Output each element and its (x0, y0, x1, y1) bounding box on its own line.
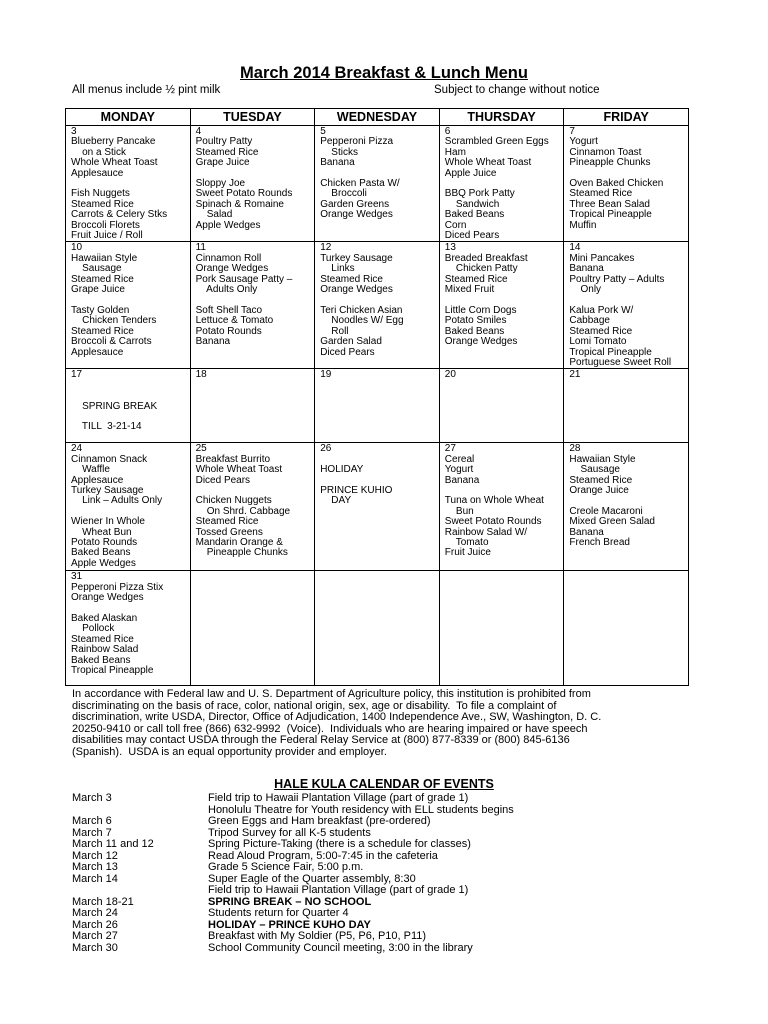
day-cell: 11 Cinnamon Roll Orange Wedges Pork Sausage Patty – Adults Only Soft Shell Taco Lettuce & Tomato Potato Rounds Banana (190, 242, 315, 369)
day-cell: 21 (564, 369, 689, 443)
event-desc: Field trip to Hawaii Plantation Village (part of grade 1) (208, 884, 469, 896)
day-cell: 5 Pepperoni Pizza Sticks Banana Chicken Pasta W/ Broccoli Garden Greens Orange Wedges (315, 126, 440, 242)
day-cell (564, 571, 689, 686)
header-wednesday: WEDNESDAY (315, 109, 440, 126)
event-date: March 14 (72, 872, 118, 885)
event-desc: Read Aloud Program, 5:00-7:45 in the cafeteria (208, 849, 438, 862)
event-date (72, 885, 208, 897)
event-row (72, 851, 712, 863)
event-date: March 7 (72, 826, 112, 839)
day-cell: 20 (439, 369, 564, 443)
day-cell: 10 Hawaiian Style Sausage Steamed Rice Grape Juice Tasty Golden Chicken Tenders Steamed Rice Broccoli & Carrots Applesauce (66, 242, 191, 369)
event-date: March 11 and 12 (72, 838, 154, 850)
day-cell: 19 (315, 369, 440, 443)
day-cell: 28 Hawaiian Style Sausage Steamed Rice Orange Juice Creole Macaroni Mixed Green Salad Banana French Bread (564, 443, 689, 571)
event-row (72, 897, 712, 909)
usda-disclaimer: In accordance with Federal law and U. S. Department of Agriculture policy, this institution is prohibited from discriminating on the basis of race, color, national origin, sex, age or disability. To file a complaint of discrimination, write USDA, Director, Office of Adjudication, 1400 Independence Ave., SW, Washington, D. C. 20250-9410 or call toll free (866) 632-9992 (Voice). Individuals who are hearing impaired or have speech disabilities may contact USDA through the Federal Relay Service at (800) 877-8339 or (800) 845-6136 (Spanish). USDA is an equal opportunity provider and employer. (72, 688, 602, 758)
day-cell: 14 Mini Pancakes Banana Poultry Patty – Adults Only Kalua Pork W/ Cabbage Steamed Rice Lomi Tomato Tropical Pineapple Portuguese Sweet Roll (564, 242, 689, 369)
event-desc: Breakfast with My Soldier (P5, P6, P10, P11) (208, 930, 427, 942)
event-row (72, 885, 712, 897)
change-notice: Subject to change without notice (434, 84, 600, 96)
day-cell: 7 Yogurt Cinnamon Toast Pineapple Chunks Oven Baked Chicken Steamed Rice Three Bean Salad Tropical Pineapple Muffin (564, 126, 689, 242)
event-desc: Green Eggs and Ham breakfast (pre-ordered) (208, 815, 431, 827)
event-desc: HOLIDAY – PRINCE KUHO DAY (208, 918, 371, 931)
events-title: HALE KULA CALENDAR OF EVENTS (274, 777, 494, 791)
event-date: March 24 (72, 907, 118, 919)
header-monday: MONDAY (66, 109, 191, 126)
day-cell: 13 Breaded Breakfast Chicken Patty Steamed Rice Mixed Fruit Little Corn Dogs Potato Smiles Baked Beans Orange Wedges (439, 242, 564, 369)
event-desc: Grade 5 Science Fair, 5:00 p.m. (208, 861, 364, 873)
week-row (66, 369, 689, 443)
event-desc: SPRING BREAK – NO SCHOOL (208, 895, 372, 908)
day-cell: 24 Cinnamon Snack Waffle Applesauce Turkey Sausage Link – Adults Only Wiener In Whole Wheat Bun Potato Rounds Baked Beans Apple Wedges (66, 443, 191, 571)
event-desc: Tripod Survey for all K-5 students (208, 826, 371, 839)
day-cell: 4 Poultry Patty Steamed Rice Grape Juice Sloppy Joe Sweet Potato Rounds Spinach & Romaine Salad Apple Wedges (190, 126, 315, 242)
week-row (66, 126, 689, 242)
day-cell: 27 Cereal Yogurt Banana Tuna on Whole Wheat Bun Sweet Potato Rounds Rainbow Salad W/ Tomato Fruit Juice (439, 443, 564, 571)
day-cell: 18 (190, 369, 315, 443)
event-date: March 27 (72, 930, 118, 942)
event-date: March 18-21 (72, 895, 134, 908)
event-desc: Honolulu Theatre for Youth residency with ELL students begins (208, 803, 514, 816)
event-date: March 30 (72, 941, 118, 954)
day-cell: 31 Pepperoni Pizza Stix Orange Wedges Baked Alaskan Pollock Steamed Rice Rainbow Salad Baked Beans Tropical Pineapple (66, 571, 191, 686)
week-row (66, 571, 689, 686)
day-cell (315, 571, 440, 686)
weekday-header-row (66, 109, 689, 126)
menu-table (65, 108, 689, 686)
event-desc: Super Eagle of the Quarter assembly, 8:30 (208, 872, 416, 885)
week-row (66, 443, 689, 571)
events-list (72, 793, 712, 954)
event-desc: Students return for Quarter 4 (208, 907, 349, 919)
header-friday: FRIDAY (564, 109, 689, 126)
day-cell: 3 Blueberry Pancake on a Stick Whole Wheat Toast Applesauce Fish Nuggets Steamed Rice Carrots & Celery Stks Broccoli Florets Fruit Juice / Roll (66, 126, 191, 242)
event-desc: School Community Council meeting, 3:00 in the library (208, 941, 473, 954)
event-row (72, 793, 712, 805)
event-desc: Field trip to Hawaii Plantation Village (part of grade 1) (208, 792, 469, 804)
event-date: March 6 (72, 815, 112, 827)
day-cell: 12 Turkey Sausage Links Steamed Rice Orange Wedges Teri Chicken Asian Noodles W/ Egg Roll Garden Salad Diced Pears (315, 242, 440, 369)
day-cell (439, 571, 564, 686)
header-thursday: THURSDAY (439, 109, 564, 126)
event-row (72, 839, 712, 851)
milk-note: All menus include ½ pint milk (72, 84, 221, 96)
day-cell: 25 Breakfast Burrito Whole Wheat Toast Diced Pears Chicken Nuggets On Shrd. Cabbage Steamed Rice Tossed Greens Mandarin Orange & Pineapple Chunks (190, 443, 315, 571)
event-date: March 12 (72, 849, 118, 862)
event-row (72, 943, 712, 955)
day-cell (190, 571, 315, 686)
event-date: March 26 (72, 918, 118, 931)
event-row (72, 816, 712, 828)
event-date: March 3 (72, 792, 112, 804)
event-date: March 13 (72, 861, 118, 873)
event-row (72, 908, 712, 920)
day-cell: 17 SPRING BREAK TILL 3-21-14 (66, 369, 191, 443)
page-title: March 2014 Breakfast & Lunch Menu (240, 64, 528, 82)
header-tuesday: TUESDAY (190, 109, 315, 126)
day-cell: 6 Scrambled Green Eggs Ham Whole Wheat Toast Apple Juice BBQ Pork Patty Sandwich Baked Beans Corn Diced Pears (439, 126, 564, 242)
week-row (66, 242, 689, 369)
event-desc: Spring Picture-Taking (there is a schedule for classes) (208, 838, 471, 850)
event-row (72, 862, 712, 874)
event-row (72, 931, 712, 943)
day-cell: 26 HOLIDAY PRINCE KUHIO DAY (315, 443, 440, 571)
